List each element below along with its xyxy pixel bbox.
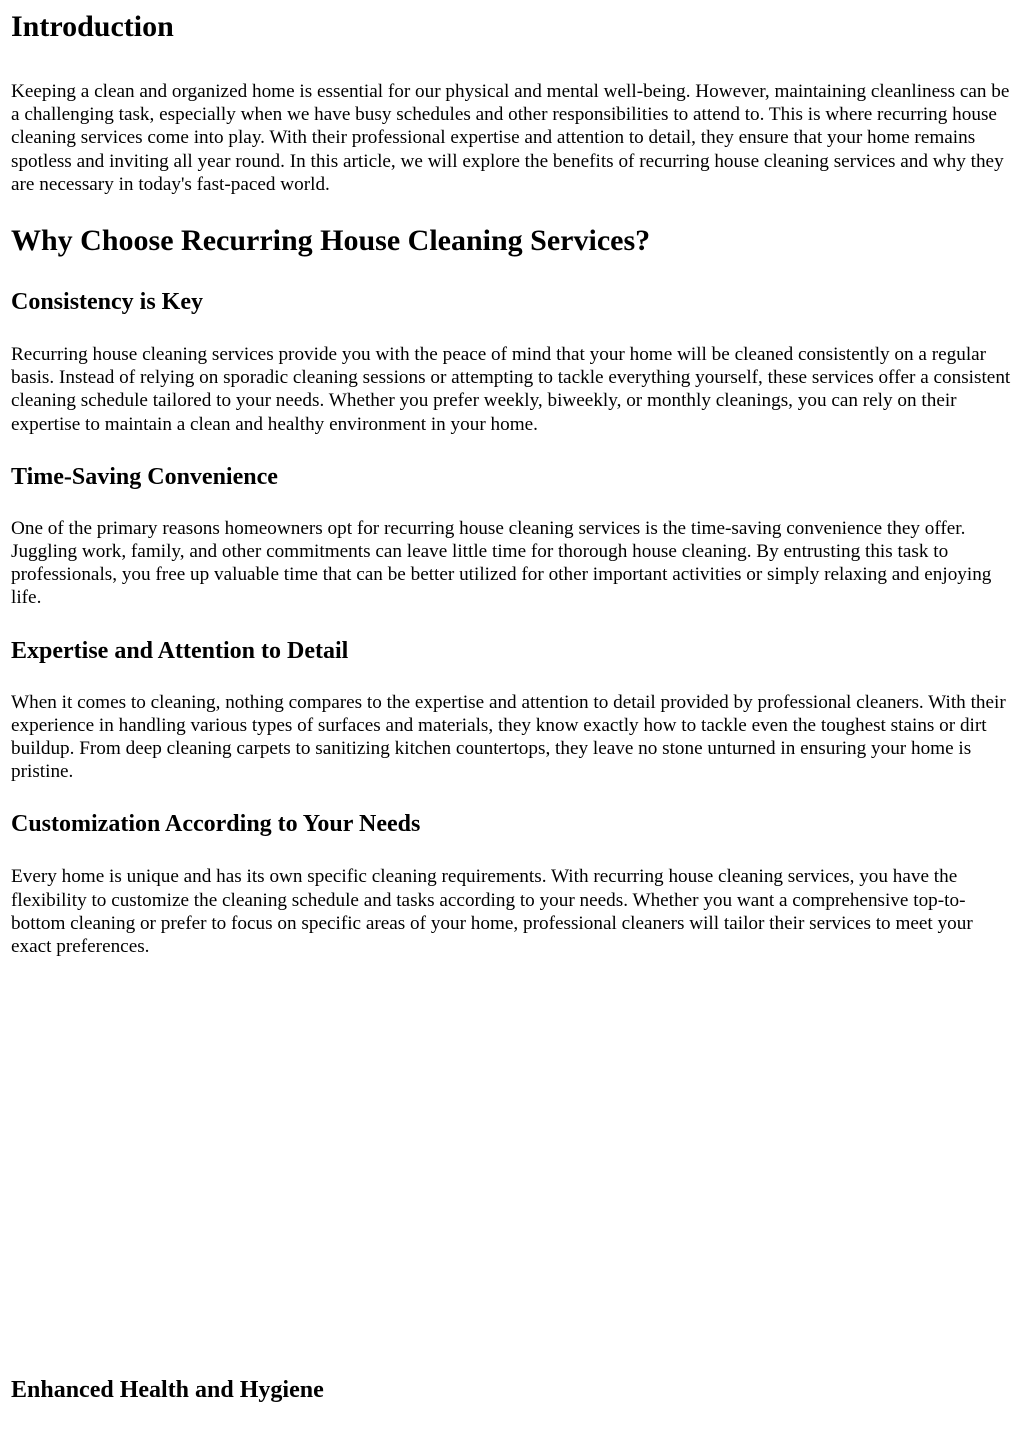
customization-paragraph: Every home is unique and has its own specific cleaning requirements. With recurring house cleaning services, you have the flexibility to customize the cleaning schedule and tasks according to your needs. Whether you want a comprehensive top-to-bottom cleaning or prefer to focus on specific areas of your home, professional cleaners will tailor their services to meet your exact preferences. [11,866,973,958]
why-choose-heading: Why Choose Recurring House Cleaning Services? [11,224,651,258]
intro-heading: Introduction [11,10,174,43]
health-hygiene-heading: Enhanced Health and Hygiene [11,1377,324,1403]
customization-heading: Customization According to Your Needs [11,811,421,838]
expertise-paragraph: When it comes to cleaning, nothing compares to the expertise and attention to detail provided by professional cleaners. With their experience in handling various types of surfaces and materials, they know exactly how to tackle even the toughest stains or dirt buildup. From deep cleaning carpets to sanitizing kitchen countertops, they leave no stone unturned in ensuring your home is pristine. [11,691,1006,783]
intro-paragraph: Keeping a clean and organized home is essential for our physical and mental well-being. However, maintaining cleanliness can be a challenging task, especially when we have busy schedules and other responsibilities to attend to. This is where recurring house cleaning services come into play. With their professional expertise and attention to detail, they ensure that your home remains spotless and inviting all year round. In this article, we will explore the benefits of recurring house cleaning services and why they are necessary in today's fast-paced world. [11,81,1010,195]
consistency-heading: Consistency is Key [11,289,203,316]
expertise-heading: Expertise and Attention to Detail [11,637,349,664]
time-saving-heading: Time-Saving Convenience [11,463,278,490]
document-body [11,0,1017,1403]
time-saving-paragraph: One of the primary reasons homeowners opt for recurring house cleaning services is the time-saving convenience they offer. Juggling work, family, and other commitments can leave little time for thorough house cleaning. By entrusting this task to professionals, you free up valuable time that can be better utilized for other important activities or simply relaxing and enjoying life. [11,517,992,609]
consistency-paragraph: Recurring house cleaning services provide you with the peace of mind that your home will be cleaned consistently on a regular basis. Instead of relying on sporadic cleaning sessions or attempting to tackle everything yourself, these services offer a consistent cleaning schedule tailored to your needs. Whether you prefer weekly, biweekly, or monthly cleanings, you can rely on their expertise to maintain a clean and healthy environment in your home. [11,344,1011,435]
